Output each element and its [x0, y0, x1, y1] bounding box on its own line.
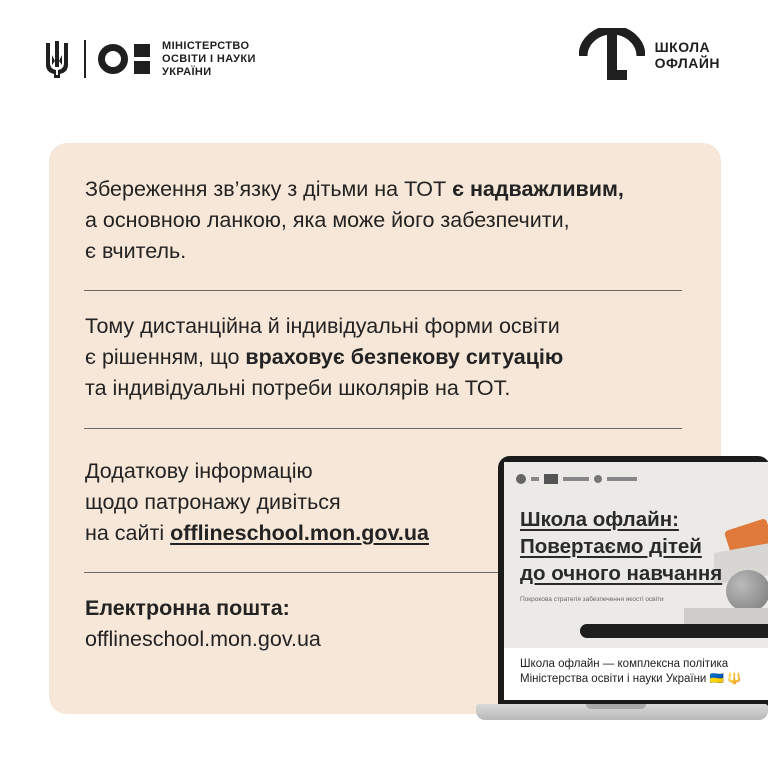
mon-mark-icon — [98, 44, 150, 74]
paragraph-info: Додаткову інформацію щодо патронажу дивіться на сайті offlineschool.mon.gov.ua — [85, 459, 429, 545]
laptop-mockup — [476, 452, 768, 724]
divider — [84, 290, 682, 291]
trident-icon — [44, 39, 70, 79]
logo-divider — [84, 40, 86, 78]
school-offline-name: ШКОЛА ОФЛАЙН — [654, 39, 720, 71]
paragraph-forms: Тому дистанційна й індивідуальні форми освіти є рішенням, що враховує безпекову ситуацію та індивідуальні потреби школярів на ТОТ. — [85, 314, 564, 400]
ministry-name: МІНІСТЕРСТВО ОСВІТИ І НАУКИ УКРАЇНИ — [162, 39, 256, 78]
website-link[interactable]: offlineschool.mon.gov.ua — [170, 521, 429, 545]
screen-footer: Школа офлайн — комплексна політика Міністерства освіти і науки України 🇺🇦 🔱 — [504, 648, 768, 700]
email-label: Електронна пошта: — [85, 596, 290, 620]
divider — [84, 428, 682, 429]
screen-title: Школа офлайн: Повертаємо дітей до очного навчання — [520, 508, 723, 585]
laptop-notch — [586, 704, 646, 709]
screen-subtitle: Покрокова стратегія забезпечення якості освіти — [520, 596, 664, 603]
school-offline-logo — [579, 28, 720, 82]
paragraph-connection: Збереження зв’язку з дітьми на ТОТ є надважливим, а основною ланкою, яка може його забезпечити, є вчитель. — [85, 177, 624, 263]
screen-art-sphere — [726, 570, 768, 612]
school-offline-icon — [579, 28, 645, 82]
email-value[interactable]: offlineschool.mon.gov.ua — [85, 627, 321, 651]
screen-header-logos — [516, 474, 637, 484]
laptop-screen — [504, 462, 768, 700]
divider — [84, 572, 498, 573]
paragraph-email — [85, 593, 321, 655]
screen-nav-bar — [580, 624, 768, 638]
ministry-logo — [44, 38, 256, 80]
